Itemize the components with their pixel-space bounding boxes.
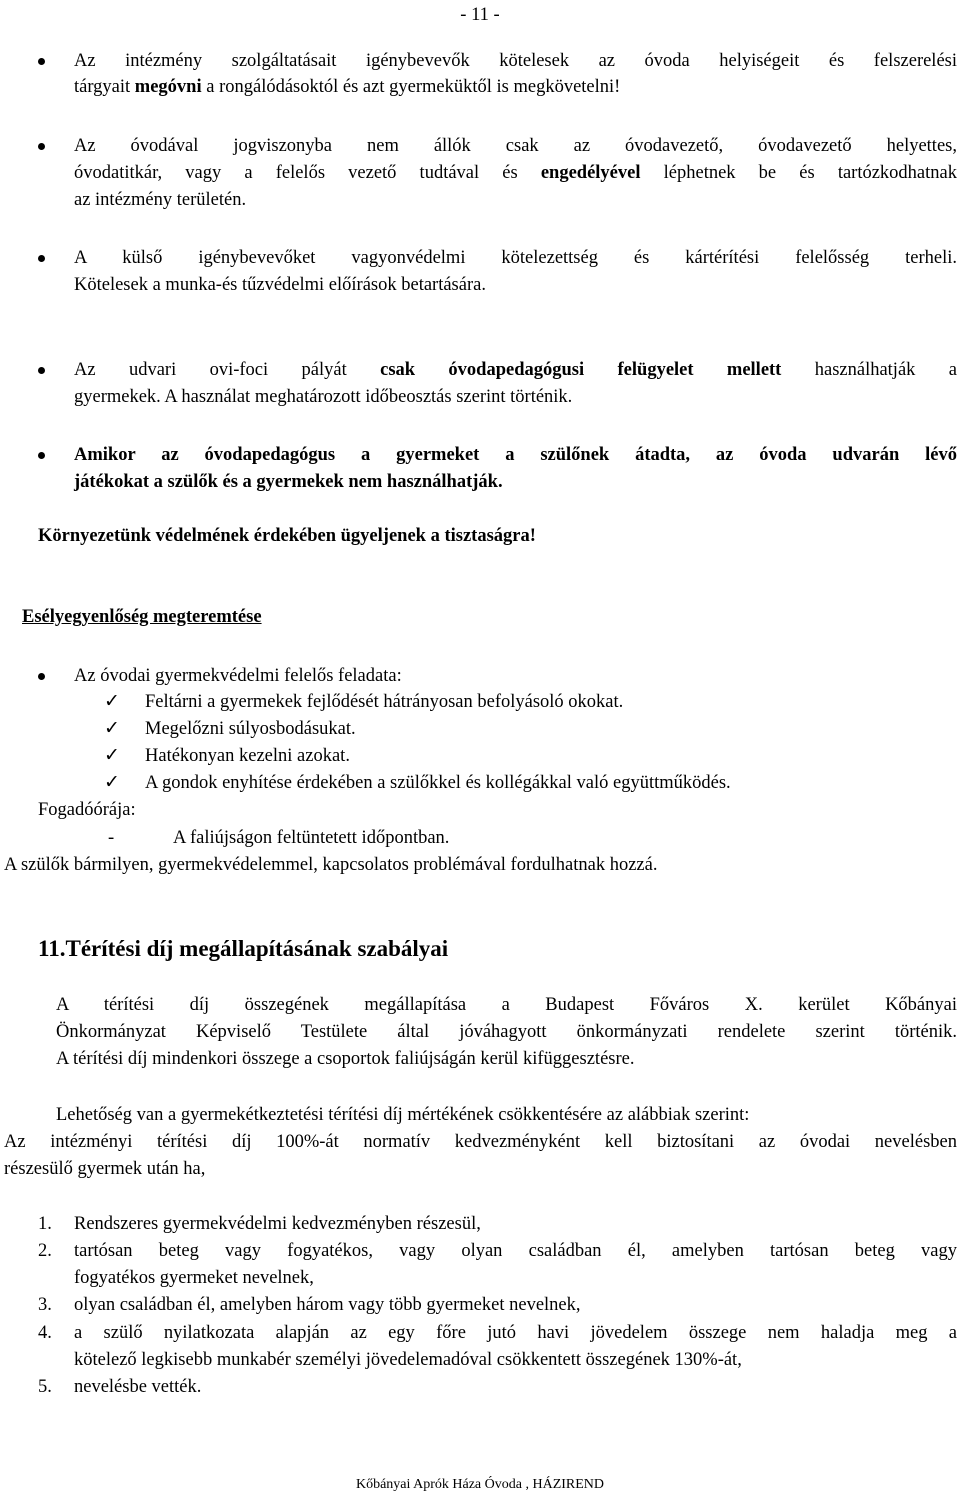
check-item: Megelőzni súlyosbodásukat. xyxy=(145,719,356,739)
bullet-4-line-1: Az udvari ovi-foci pályát csak óvodapedagógusi felügyelet mellett használhatják a xyxy=(74,360,957,380)
bullet-2-line-2: óvodatitkár, vagy a felelős vezető tudtával és engedélyével léphetnek be és tartózkodhatnak xyxy=(74,163,957,183)
section-11-heading xyxy=(38,934,448,964)
equal-opportunity-bullet: Az óvodai gyermekvédelmi felelős feladata: xyxy=(74,666,402,686)
section-11-para-1-line-3: A térítési díj mindenkori összege a csoportok faliújságán kerül kifüggesztésre. xyxy=(56,1049,635,1069)
list-item-1-line-1: Rendszeres gyermekvédelmi kedvezményben részesül, xyxy=(74,1214,481,1234)
list-item-2-line-2: fogyatékos gyermeket nevelnek, xyxy=(74,1268,314,1288)
office-hours-value: A faliújságon feltüntetett időpontban. xyxy=(173,828,450,848)
list-item-2-line-1: tartósan beteg vagy fogyatékos, vagy olyan családban él, amelyben tartósan beteg vagy xyxy=(74,1241,957,1261)
list-item-4-line-1: a szülő nyilatkozata alapján az egy főre jutó havi jövedelem összege nem haladja meg a xyxy=(74,1323,957,1343)
list-number: 1. xyxy=(38,1214,52,1234)
bullet-dot xyxy=(38,673,45,680)
section-11-para-2-line-1: Lehetőség van a gyermekétkeztetési térítési díj mértékének csökkentésére az alábbiak szerint: xyxy=(56,1105,750,1125)
list-number: 5. xyxy=(38,1377,52,1397)
bullet-3-line-1: A külső igénybevevőket vagyonvédelmi kötelezettség és kártérítési felelősség terheli. xyxy=(74,248,957,268)
list-number: 4. xyxy=(38,1323,52,1343)
equal-opportunity-heading: Esélyegyenlőség megteremtése xyxy=(22,607,262,627)
office-hours-dash: - xyxy=(108,828,115,848)
bullet-1-line-2: tárgyait megóvni a rongálódásoktól és azt gyermeküktől is megkövetelni! xyxy=(74,77,621,97)
list-number: 2. xyxy=(38,1241,52,1261)
list-item-3-line-1: olyan családban él, amelyben három vagy több gyermeket nevelnek, xyxy=(74,1295,581,1315)
check-item: Feltárni a gyermekek fejlődését hátrányosan befolyásoló okokat. xyxy=(145,692,624,712)
bullet-dot xyxy=(38,255,45,262)
checkmark-icon: ✓ xyxy=(104,717,120,739)
checkmark-icon: ✓ xyxy=(104,690,120,712)
section-11-para-2-line-3: részesülő gyermek után ha, xyxy=(4,1159,206,1179)
section-11-number: 11. xyxy=(38,936,66,961)
parents-note: A szülők bármilyen, gyermekvédelemmel, kapcsolatos problémával fordulhatnak hozzá. xyxy=(4,855,658,875)
section-11-title: Térítési díj megállapításának szabályai xyxy=(65,936,449,961)
bullet-2-line-1: Az óvodával jogviszonyba nem állók csak az óvodavezető, óvodavezető helyettes, xyxy=(74,136,957,156)
environment-note: Környezetünk védelmének érdekében ügyeljenek a tisztaságra! xyxy=(38,526,536,546)
bullet-dot xyxy=(38,452,45,459)
list-number: 3. xyxy=(38,1295,52,1315)
bullet-5-line-2: játékokat a szülők és a gyermekek nem használhatják. xyxy=(74,472,503,492)
bullet-dot xyxy=(38,58,45,65)
bullet-3-line-2: Kötelesek a munka-és tűzvédelmi előírások betartására. xyxy=(74,275,486,295)
section-11-para-2-line-2: Az intézményi térítési díj 100%-át normatív kedvezményként kell biztosítani az óvodai nevelésben xyxy=(4,1132,957,1152)
list-item-4-line-2: kötelező legkisebb munkabér személyi jövedelemadóval csökkentett összegének 130%-át, xyxy=(74,1350,742,1370)
checkmark-icon: ✓ xyxy=(104,771,120,793)
page-footer: Kőbányai Aprók Háza Óvoda , HÁZIREND xyxy=(355,1477,605,1492)
list-item-5-line-1: nevelésbe vették. xyxy=(74,1377,202,1397)
bullet-5-line-1: Amikor az óvodapedagógus a gyermeket a szülőnek átadta, az óvoda udvarán lévő xyxy=(74,445,957,465)
section-11-para-1-line-2: Önkormányzat Képviselő Testülete által jóváhagyott önkormányzati rendelete szerint történik. xyxy=(56,1022,957,1042)
checkmark-icon: ✓ xyxy=(104,744,120,766)
page-number: - 11 - xyxy=(460,5,500,25)
check-item: A gondok enyhítése érdekében a szülőkkel és kollégákkal való együttműködés. xyxy=(145,773,731,793)
bullet-1-line-1: Az intézmény szolgáltatásait igénybevevők kötelesek az óvoda helyiségeit és felszerelési xyxy=(74,51,957,71)
bullet-4-line-2: gyermekek. A használat meghatározott időbeosztás szerint történik. xyxy=(74,387,573,407)
office-hours-label: Fogadóórája: xyxy=(38,800,136,820)
section-11-para-1-line-1: A térítési díj összegének megállapítása a Budapest Főváros X. kerület Kőbányai xyxy=(56,995,957,1015)
bullet-dot xyxy=(38,367,45,374)
bullet-2-line-3: az intézmény területén. xyxy=(74,190,247,210)
check-item: Hatékonyan kezelni azokat. xyxy=(145,746,350,766)
bullet-dot xyxy=(38,143,45,150)
